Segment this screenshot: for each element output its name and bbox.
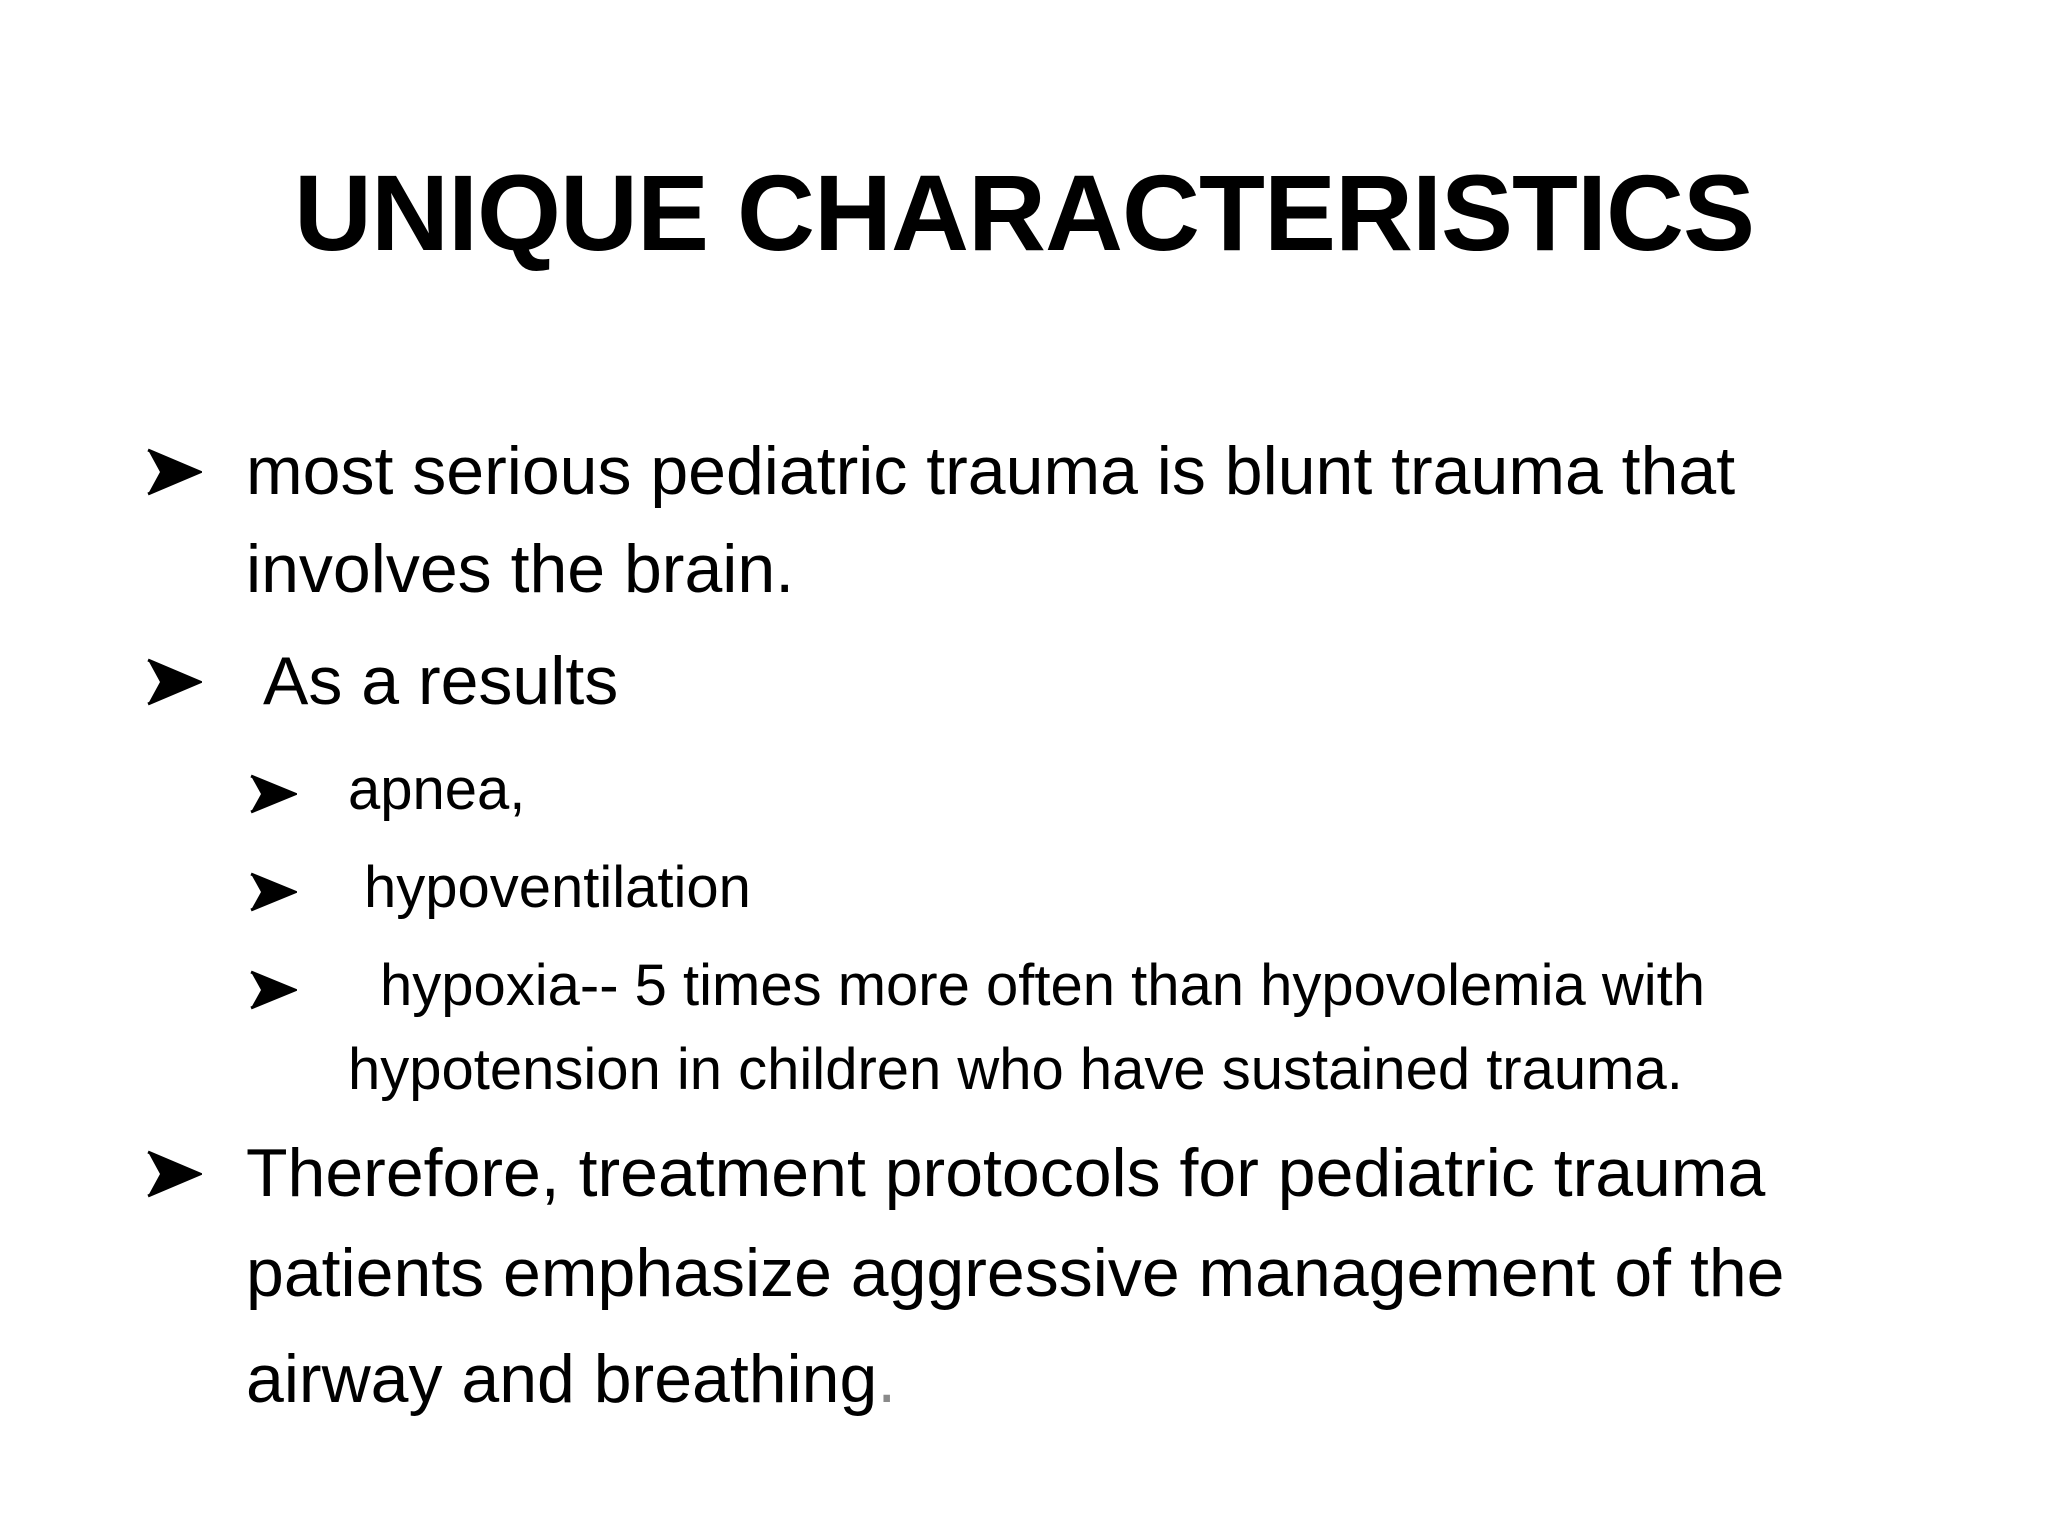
bullet-3-line-3-text: airway and breathing [246, 1341, 878, 1417]
arrowhead-bullet-icon [146, 448, 202, 496]
trailing-period: . [877, 1341, 897, 1417]
slide-title: UNIQUE CHARACTERISTICS [293, 152, 1755, 273]
arrowhead-bullet-icon [146, 658, 202, 706]
sub-bullet-3-line-2: hypotension in children who have sustained trauma. [348, 1037, 1683, 1102]
sub-bullet-3-line-1: hypoxia-- 5 times more often than hypovolemia with [380, 953, 1705, 1018]
arrowhead-bullet-icon [249, 774, 297, 814]
arrowhead-bullet-icon [146, 1150, 202, 1198]
sub-bullet-2-line-1: hypoventilation [364, 855, 751, 920]
bullet-3-line-3 [246, 1340, 896, 1418]
bullet-3-line-2: patients emphasize aggressive management of the [246, 1235, 1785, 1311]
bullet-1-line-1: most serious pediatric trauma is blunt trauma that [246, 433, 1736, 509]
arrowhead-bullet-icon [249, 970, 297, 1010]
bullet-1-line-2: involves the brain. [246, 531, 795, 607]
bullet-2-line-1: As a results [263, 643, 619, 719]
bullet-3-line-1: Therefore, treatment protocols for pediatric trauma [246, 1135, 1766, 1211]
arrowhead-bullet-icon [249, 872, 297, 912]
sub-bullet-1-line-1: apnea, [348, 757, 526, 822]
